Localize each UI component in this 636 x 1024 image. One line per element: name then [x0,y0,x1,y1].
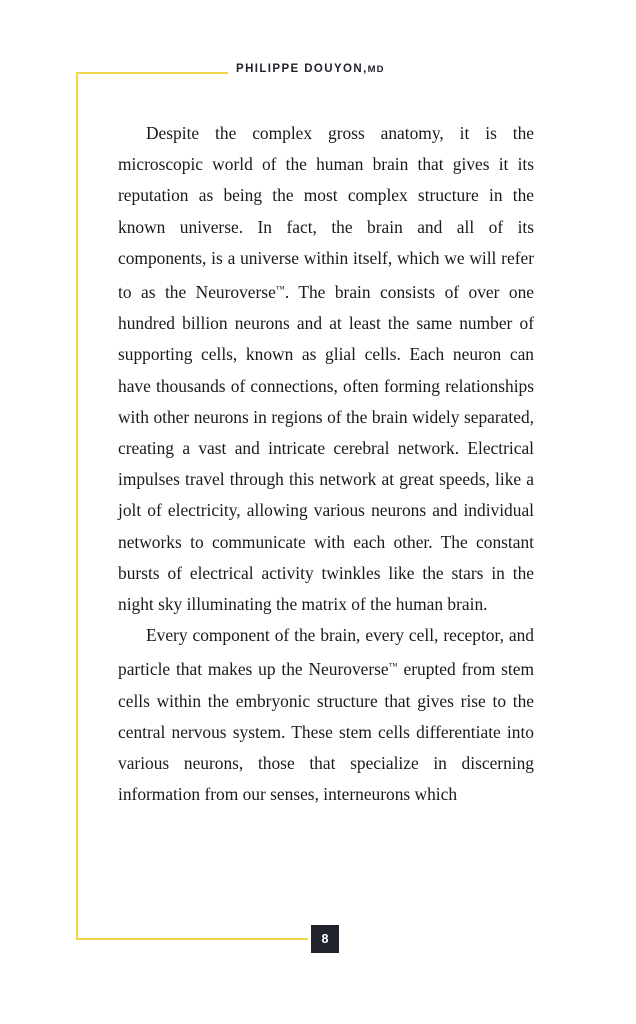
running-head [236,63,536,75]
decorative-rule-bottom [76,938,308,940]
decorative-rule-left [76,72,78,940]
paragraph: Despite the complex gross anatomy, it is the microscopic world of the human brain that gives it its reputation as being the most complex structure in the known universe. In fact, the brain and all of its components, is a universe within itself, which we will refer to as the Neuroverse™. The brain consists of over one hundred billion neurons and at least the same number of supporting cells, known as glial cells. Each neuron can have thousands of connections, often forming relationships with other neurons in regions of the brain widely separated, creating a vast and intricate cerebral network. Electrical impulses travel through this network at great speeds, like a jolt of electricity, allowing various neurons and individual networks to communicate with each other. The constant bursts of electrical activity twinkles like the stars in the night sky illuminating the matrix of the human brain. [118,123,534,615]
body-text [118,118,534,810]
running-head-author: PHILIPPE DOUYON, [236,63,368,75]
running-head-credential: MD [367,64,385,75]
page-number-badge: 8 [311,925,339,953]
paragraph: Every component of the brain, every cell, receptor, and particle that makes up the Neuroverse™ erupted from stem cells within the embryonic structure that gives rise to the central nervous system. These stem cells differentiate into various neurons, those that specialize in discerning information from our senses, interneurons which [118,625,534,805]
decorative-rule-top [76,72,228,74]
